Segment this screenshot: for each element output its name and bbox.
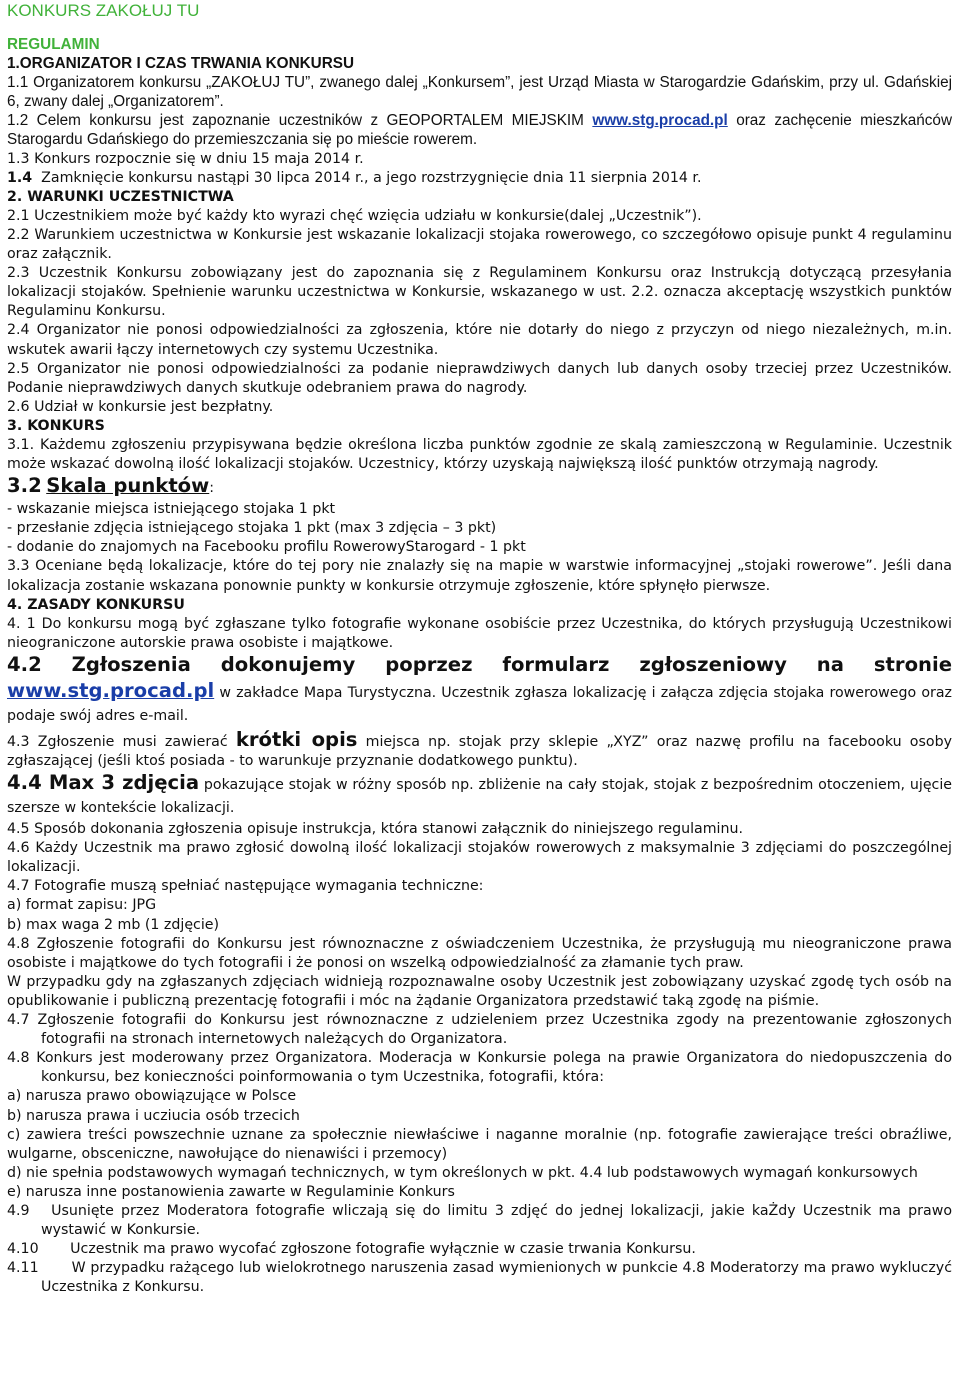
paragraph-1-4-number: 1.4 bbox=[7, 169, 33, 186]
paragraph-1-2 bbox=[7, 111, 952, 149]
paragraph-4-2-headline: 4.2 Zgłoszenia dokonujemy poprzez formularz zgłoszeniowy na stronie bbox=[7, 652, 952, 676]
form-link[interactable]: www.stg.procad.pl bbox=[7, 678, 215, 702]
paragraph-3-3: 3.3 Oceniane będą lokalizacje, które do tej pory nie znalazły się na mapie w warstwie informacyjnej „stojaki rowerowe”. Jeśli dana lokalizacja zostanie wskazana ponownie punkty w konkursie otrzymuje zgłoszenie, które spłynęło pierwsze. bbox=[7, 558, 952, 594]
paragraph-2-3: 2.3 Uczestnik Konkursu zobowiązany jest do zapoznania się z Regulaminem Konkursu oraz Instrukcją dotyczącą przesyłania lokalizacji stojaków. Spełnienie warunku uczestnictwa w Konkursie, wskazanego w ust. 2.2. oznacza akceptację wszystkich punktów Regulaminu Konkursu. bbox=[7, 265, 952, 320]
paragraph-3-1: 3.1. Każdemu zgłoszeniu przypisywana będzie określona liczba punktów zgodnie ze skalą zamieszczoną w Regulaminie. Uczestnik może wskazać dowolną ilość lokalizacji stojaków. Uczestnicy, którzy uzyskają największą ilość punktów otrzymają nagrody. bbox=[7, 436, 952, 473]
paragraph-2-1: 2.1 Uczestnikiem może być każdy kto wyrazi chęć wzięcia udziału w konkursie(dalej „Uczestnik”). bbox=[7, 207, 702, 224]
paragraph-1-1: 1.1 Organizatorem konkursu „ZAKOŁUJ TU”, zwanego dalej „Konkursem”, jest Urząd Miasta w Starogardzie Gdańskim, przy ul. Gdańskiej 6, zwany dalej „Organizatorem”. bbox=[7, 74, 952, 111]
points-scale-colon: : bbox=[209, 480, 215, 497]
page-title: KONKURS ZAKOŁUJ TU bbox=[7, 1, 200, 20]
section-1-heading: 1.ORGANIZATOR I CZAS TRWANIA KONKURSU bbox=[7, 55, 355, 73]
paragraph-4-4 bbox=[7, 771, 952, 820]
paragraph-1-2-rest: oraz zachęcenie mieszkańców Starogardu Gdańskiego do przemieszczania się po mieście rowerem. bbox=[7, 112, 952, 149]
points-scale-number: 3.2 bbox=[7, 474, 42, 498]
paragraph-4-3 bbox=[7, 728, 952, 771]
paragraph-2-6: 2.6 Udział w konkursie jest bezpłatny. bbox=[7, 398, 274, 415]
paragraph-4-3-rest: miejsca np. stojak przy sklepie „XYZ” oraz nazwę profilu na facebooku osoby zgłaszającej (jeśli ktoś posiada - to warunkuje przyznanie dodatkowego punktu). bbox=[7, 733, 952, 769]
paragraph-text: Uczestnik ma prawo wycofać zgłoszone fotografie wyłącznie w czasie trwania Konkursu. bbox=[70, 1241, 696, 1258]
paragraph-text: W przypadku rażącego lub wielokrotnego naruszenia zasad wymienionych w punkcie 4.8 Moderatorzy ma prawo wykluczyć Uczestnika z Konkursu. bbox=[41, 1260, 952, 1296]
scale-item: - dodanie do znajomych na Facebooku profilu RowerowyStarogard - 1 pkt bbox=[7, 539, 526, 556]
paragraph-4-4-rest: pokazujące stojak w różny sposób np. zbliżenie na cały stojak, stojak z bezpośrednim otoczeniem, ujęcie szersze w kontekście lokalizacji. bbox=[7, 777, 953, 817]
paragraph-4-6: 4.6 Każdy Uczestnik ma prawo zgłosić dowolną ilość lokalizacji stojaków rowerowych z maksymalnie 3 zdjęciami do poszczególnej lokalizacji. bbox=[7, 840, 952, 876]
paragraph-4-7-presentation bbox=[7, 1011, 952, 1049]
paragraph-text: Usunięte przez Moderatora fotografie wliczają się do limitu 3 zdjęć do jednej lokalizacji, jakie kaŻdy Uczestnik ma prawo wystawić w Konkursie. bbox=[41, 1202, 952, 1239]
paragraph-4-8: 4.8 Zgłoszenie fotografii do Konkursu jest równoznaczne z oświadczeniem Uczestnika, że przysługują mu nieograniczone prawa osobiste i majątkowe do tych fotografii i że ponosi on wszelką odpowiedzialność za złamanie tych praw. bbox=[7, 935, 952, 971]
paragraph-4-8-moderation bbox=[7, 1049, 952, 1087]
paragraph-4-7: 4.7 Fotografie muszą spełniać następujące wymagania techniczne: bbox=[7, 878, 484, 895]
points-scale-label: Skala punktów bbox=[46, 474, 210, 498]
moderation-item: c) zawiera treści powszechnie uznane za społecznie niewłaściwe i naganne moralnie (np. fotografie zawierające treści obraźliwe, wulgarne, obsceniczne, nawołujące do nienawiści i przemocy) bbox=[7, 1126, 952, 1162]
max-photos-emphasis: 4.4 Max 3 zdjęcia bbox=[7, 771, 200, 795]
paragraph-4-3-text: 4.3 Zgłoszenie musi zawierać bbox=[7, 733, 236, 750]
section-2-heading: 2. WARUNKI UCZESTNICTWA bbox=[7, 188, 234, 205]
moderation-item: a) narusza prawo obowiązujące w Polsce bbox=[7, 1088, 297, 1105]
section-4-heading: 4. ZASADY KONKURSU bbox=[7, 596, 185, 613]
paragraph-number: 4.7 bbox=[7, 1012, 30, 1029]
paragraph-number: 4.11 bbox=[7, 1260, 39, 1277]
paragraph-1-4 bbox=[7, 169, 952, 188]
paragraph-number: 4.8 bbox=[7, 1050, 30, 1067]
paragraph-2-5: 2.5 Organizator nie ponosi odpowiedzialności za podanie nieprawdziwych danych lub danych osoby trzeciej przez Uczestników. Podanie nieprawdziwych danych skutkuje odebraniem prawa do nagrody. bbox=[7, 360, 952, 396]
paragraph-1-4-text: Zamknięcie konkursu nastąpi 30 lipca 2014 r., a jego rozstrzygnięcie dnia 11 sierpnia 2014 r. bbox=[41, 169, 702, 186]
paragraph-2-4: 2.4 Organizator nie ponosi odpowiedzialności za zgłoszenia, które nie dotarły do niego z przyczyn od niego niezależnych, m.in. wskutek awarii łączy internetowych czy systemu Uczestnika. bbox=[7, 322, 952, 358]
paragraph-text: Zgłoszenie fotografii do Konkursu jest równoznaczne z udzieleniem przez Uczestnika zgody na prezentowanie zgłoszonych fotografii na stronach internetowych należących do Organizatora. bbox=[37, 1012, 953, 1048]
paragraph-1-3: 1.3 Konkurs rozpocznie się w dniu 15 maja 2014 r. bbox=[7, 150, 364, 167]
paragraph-4-1: 4. 1 Do konkursu mogą być zgłaszane tylko fotografie wykonane osobiście przez Uczestnika, do których przysługują Uczestnikowi nieograniczone autorskie prawa osobiste i majątkowe. bbox=[7, 615, 952, 651]
geoportal-link[interactable]: www.stg.procad.pl bbox=[592, 112, 728, 130]
requirement-size: b) max waga 2 mb (1 zdjęcie) bbox=[7, 916, 220, 933]
paragraph-image-consent: W przypadku gdy na zgłaszanych zdjęciach widnieją rozpoznawalne osoby Uczestnik jest zobowiązany uzyskać zgodę tych osób na opublikowanie i publiczną prezentację fotografii i móc na żądanie Organizatora przedstawić taką zgodę na piśmie. bbox=[7, 973, 952, 1009]
paragraph-number: 4.10 bbox=[7, 1241, 39, 1258]
paragraph-4-5: 4.5 Sposób dokonania zgłoszenia opisuje instrukcja, która stanowi załącznik do niniejszego regulaminu. bbox=[7, 821, 743, 838]
paragraph-text: Konkurs jest moderowany przez Organizatora. Moderacja w Konkursie polega na prawie Organizatora do niedopuszczenia do konkursu, bez konieczności poinformowania o tym Uczestnika, fotografii, która: bbox=[36, 1050, 952, 1086]
paragraph-4-10 bbox=[7, 1240, 952, 1259]
paragraph-number: 4.9 bbox=[7, 1202, 30, 1219]
section-3-heading: 3. KONKURS bbox=[7, 417, 105, 434]
short-description-emphasis: krótki opis bbox=[235, 727, 358, 751]
paragraph-3-2-heading bbox=[7, 474, 952, 500]
moderation-item: d) nie spełnia podstawowych wymagań technicznych, w tym określonych w pkt. 4.4 lub podstawowych wymagań konkursowych bbox=[7, 1164, 918, 1181]
moderation-item: b) narusza prawa i ucziucia osób trzecich bbox=[7, 1107, 300, 1124]
regulamin-heading: REGULAMIN bbox=[7, 36, 100, 53]
paragraph-2-2: 2.2 Warunkiem uczestnictwa w Konkursie jest wskazanie lokalizacji stojaka rowerowego, co szczegółowo opisuje punkt 4 regulaminu oraz załącznik. bbox=[7, 226, 952, 263]
scale-item: - przesłanie zdjęcia istniejącego stojaka 1 pkt (max 3 zdjęcia – 3 pkt) bbox=[7, 520, 497, 537]
paragraph-4-2-rest: w zakładce Mapa Turystyczna. Uczestnik zgłasza lokalizację i załącza zdjęcia stojaka rowerowego oraz podaje swój adres e-mail. bbox=[7, 684, 952, 724]
requirement-format: a) format zapisu: JPG bbox=[7, 897, 157, 914]
paragraph-4-9 bbox=[7, 1202, 952, 1240]
paragraph-4-11 bbox=[7, 1259, 952, 1297]
moderation-item: e) narusza inne postanowienia zawarte w Regulaminie Konkurs bbox=[7, 1183, 455, 1200]
paragraph-1-2-text: 1.2 Celem konkursu jest zapoznanie uczestników z GEOPORTALEM MIEJSKIM bbox=[7, 112, 584, 130]
paragraph-4-2 bbox=[7, 653, 952, 728]
scale-item: - wskazanie miejsca istniejącego stojaka 1 pkt bbox=[7, 501, 336, 518]
